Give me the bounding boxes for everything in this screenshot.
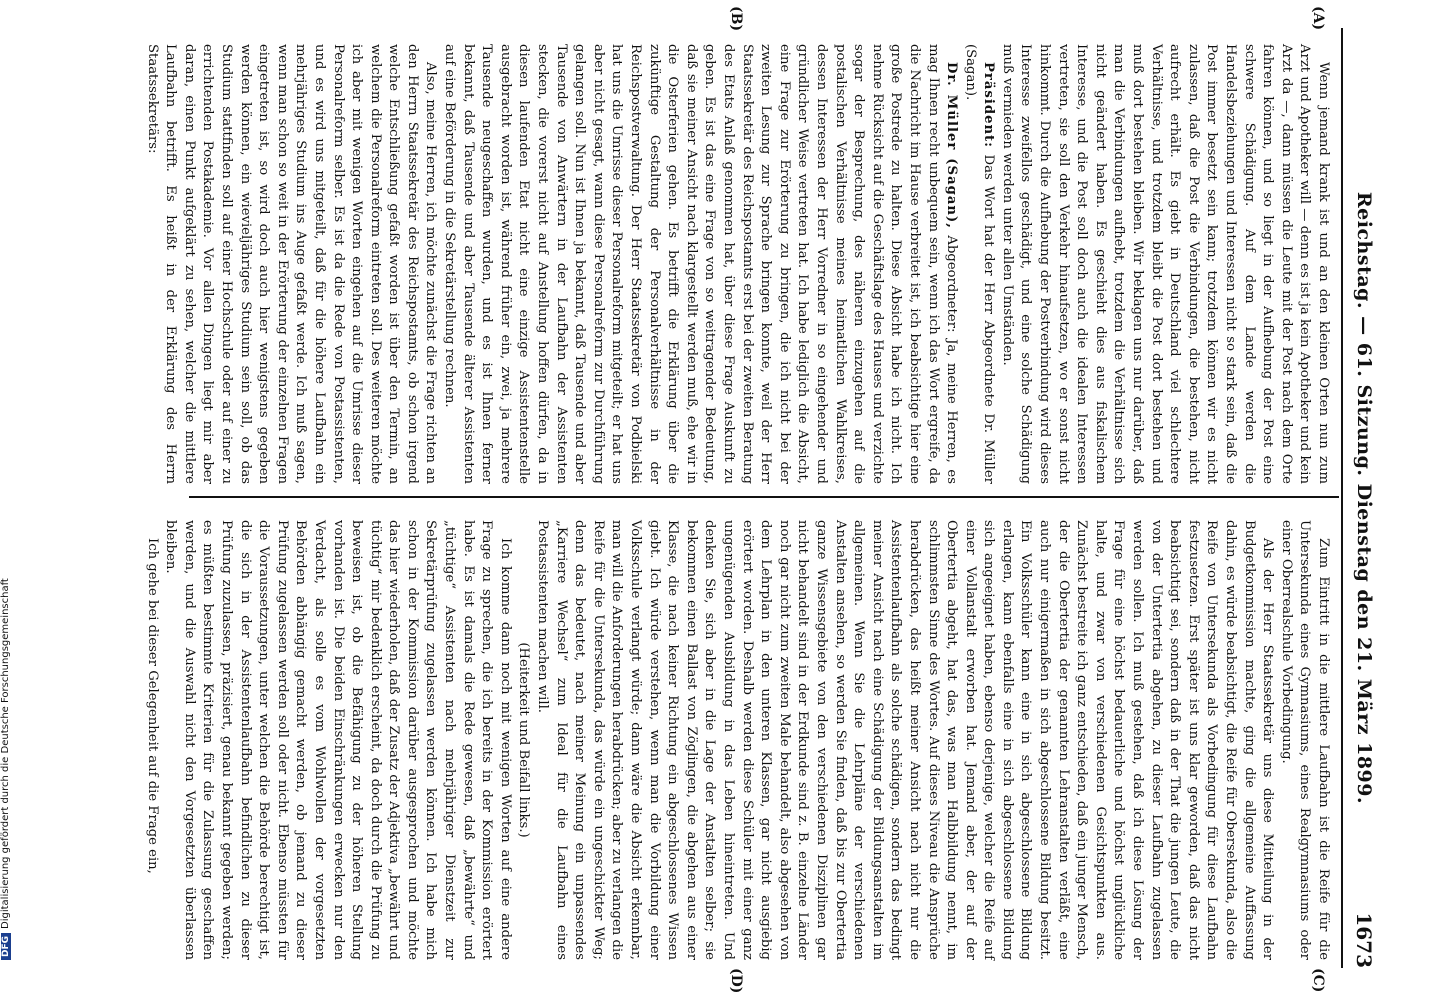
page-header [1344, 28, 1384, 968]
right-column [142, 520, 1332, 960]
speaker-name: Präsident: [981, 62, 997, 149]
speech-text: Abgeordneter: Ja, meine Herren, es mag Ihnen recht unbequem sein, wenn ich das Wort ergreife, da die Nachricht im Hause verbreitet ist, ich beabsichtige hier eine große Postrede zu halten. Diese Absicht habe ich nicht. Ich nehme Rücksicht auf die Geschäftslage des Hauses und verzichte sogar der Besprechung, des näheren einzugehen auf die postalischen Verhältnisse meines heimatlichen Wahlkreises, dessen Interessen der Herr Vorredner in so eingehender und gründlicher Weise vertreten hat. Ich habe lediglich die Absicht, eine Frage zur Erörterung zu bringen, die ich nicht bei der zweiten Lesung zur Sprache bringen konnte, weil der Herr Staatssekretär des Reichspostamts erst bei der zweiten Beratung des Etats Anlaß genommen hat, über diese Frage Auskunft zu geben. Es ist das eine Frage von so weitragender Bedeutung, daß sie meiner Ansicht nach klargestellt werden muß, ehe wir in die Osterferien gehen. Es betrifft die Erklärung über die zukünftige Gestaltung der Personalverhältnisse in der Reichspostverwaltung. Der Herr Staatssekretär von Podbielski hat uns die Umrisse dieser Personalreform mitgeteilt; er hat uns aber nicht gesagt, wann diese Personalreform zur Durchführung gelangen soll. Nun ist Ihnen ja bekannt, daß Tausende und aber Tausende von Anwärtern in der Laufbahn der Assistenten stecken, die vorerst nicht auf Anstellung hoffen dürfen, da in diesen laufenden Etat nicht eine einzige Assistentenstelle ausgebracht worden ist, während früher ein, zwei, ja mehrere Tausende neugeschaffen wurden, und es ist Ihnen ferner bekannt, daß Tausende und aber Tausende älterer Assistenten auf eine Beförderung in die Sekretärstellung rechnen. [442, 44, 960, 485]
dfg-logo: DFG [1, 933, 11, 960]
margin-marker-d: (D) [728, 968, 744, 994]
body-paragraph: Also, meine Herren, ich möchte zunächst die Frage richten an den Herrn Staatssekretär des Reichspostamts, ob schon irgend welche Entschließung gefaßt worden ist über den Termin, an welchem die Personalreform eintreten soll. Des weiteren möchte ich aber mit wenigen Worten eingehen auf die Umrisse dieser Personalreform selber. Es ist da die Rede von Postassistenten, und es wird uns mitgeteilt, daß für die höhere Laufbahn ein mehrjähriges Studium ins Auge gefaßt werde. Ich muß sagen, wenn man schon so weit in der Erörterung der einzelnen Fragen eingetreten ist, so wird doch auch hier wenigstens gegeben werden können, ein wievieljähriges Studium sein soll, ob das Studium stattfinden soll auf einer Hochschule oder auf einer zu errichtenden Postakademie. Vor allen Dingen liegt mir aber daran, einen Punkt aufgeklärt zu sehen, welcher die mittlere Laufbahn betrifft. Es heißt in der Erklärung des Herrn Staatssekretärs: [144, 44, 439, 484]
left-column [142, 44, 1332, 484]
body-paragraph: Ich gehe bei dieser Gelegenheit auf die Frage ein, [144, 538, 160, 874]
speaker-name: Dr. Müller (Sagan), [944, 62, 960, 229]
footer-text: Digitalisierung gefördert durch die Deutsche Forschungsgemeinschaft [0, 578, 11, 929]
quoted-paragraph: Zum Eintritt in die mittlere Laufbahn ist die Reife für die Untersekunda eines Gymnasiums, eines Realgymnasiums oder einer Oberrealschule Vorbedingung. [1278, 520, 1331, 960]
body-paragraph: Als der Herr Staatssekretär uns diese Mitteilung in der Budgetkommission machte, ging die allgemeine Auffassung dahin, es würde beabsichtigt, die Reife für Obersekunda, also die Reife von Untersekunda als Vorbedingung für diese Laufbahn festzusetzen. Erst später ist uns klar geworden, daß das nicht beabsichtigt sei, sondern daß in der That die jungen Leute, die von der Untertertia abgehen, zu dieser Laufbahn zugelassen werden sollen. Ich muß gestehen, daß ich diese Lösung der Frage für eine höchst bedauerliche und höchst unglückliche halte, und zwar von verschiedenen Gesichtspunkten aus. Zunächst bestreite ich ganz entschieden, daß ein junger Mensch, der die Obertertia der genannten Lehranstalten verläßt, eine auch nur einigermaßen in sich abgeschlossene Bildung besitzt. Ein Volksschüler kann eine in sich abgeschlossene Bildung erlangen, kann ebenfalls eine in sich abgeschlossene Bildung sich angeeignet haben, ebenso derjenige, welcher die Reife auf einer Vollanstalt erworben hat. Jemand aber, der auf der Obertertia abgeht, hat das, was man Halbbildung nennt, im schlimmsten Sinne des Wortes. Auf dieses Niveau die Ansprüche herabdrücken, das heißt meiner Ansicht nach nicht nur die Assistentenlaufbahn als solche schädigen, sondern das bedingt meiner Ansicht nach eine Schädigung der Bildungsanstalten im allgemeinen. Wenn Sie die Lehrpläne der verschiedenen Anstalten ansehen, so werden Sie finden, daß bis zur Obertertia ganze Wissensgebiete von den verschiedenen Disziplinen gar nicht behandelt sind in der Erdkunde sind z. B. einzelne Länder noch gar nicht zum zweiten Male behandelt, also abgesehen von dem Lehrplan in den unteren Klassen, gar nicht ausgiebig erörtert worden. Deshalb werden diese Schüler mit einer ganz ungenügenden Ausbildung in das Leben hineintreten. Und denken Sie, sich aber in die Lage der Anstalten selber; sie bekommen einen Ballast von Zöglingen, die abgehen aus einer Klasse, die nach keiner Richtung ein abgeschlossenes Wissen giebt. Ich würde verstehen, wenn man die Vorbildung einer Volksschule verlangt würde; dann wäre die Absicht erkennbar, man will die Anforderungen herabdrücken; aber zu verlangen die Reife für die Untersekunda, das würde ein ungeschickter Weg; denn das bedeutet, nach meiner Meinung ein unpassendes „Karriere Wechsel“ zum Ideal für die Laufbahn eines Postassistenten machen will. [535, 520, 1276, 960]
header-rule [1341, 28, 1343, 968]
body-paragraph: Wenn jemand krank ist und an den kleinen Orten nun zum Arzt und Apotheker will — denn es ist ja kein Apotheker und kein Arzt da —, dann müssen die Leute mit der Post nach dem Orte fahren können, und so liegt in der Aufhebung der Post eine schwere Schädigung. Auf dem Lande werden die Handelsbeziehungen und Interessen nicht so stark sein, daß die Post immer besetzt sein kann; trotzdem können wir es nicht zulassen, daß die Post die Verbindungen, die bestehen, nicht aufrecht erhält. Es giebt in Deutschland viel schlechtere Verhältnisse, und trotzdem bleibt die Post dort bestehen und muß dort bestehen bleiben. Wir beklagen uns nur darüber, daß man die Verbindungen aufhebt, trotzdem die Verhältnisse sich nicht geändert haben. Es geschieht dies aus fiskalischem Interesse, und die Post soll doch auch die idealen Interessen vertreten, sie soll den Verkehr hinaufsetzen, wo er sonst nicht hinkommt. Durch die Aufhebung der Postverbindung wird dieses Interesse zweifellos geschädigt, und eine solche Schädigung muß vermieden werden unter allen Umständen. [999, 44, 1331, 484]
speaker-paragraph [440, 44, 961, 484]
speech-text: Das Wort hat der Herr Abgeordnete Dr. Müller (Sagan). [962, 44, 997, 484]
margin-marker-c: (C) [1310, 968, 1326, 993]
margin-marker-b: (B) [728, 6, 744, 32]
digitization-footer [2, 0, 20, 1000]
speaker-paragraph [960, 44, 997, 484]
body-paragraph: Ich komme dann noch mit wenigen Worten auf eine andere Frage zu sprechen, die ich bereits in der Kommission erörtert habe. Es ist damals die Rede gewesen, daß „bewährte“ und „tüchtige“ Assistenten nach mehrjähriger Dienstzeit zur Sekretärprüfung zugelassen werden können. Ich habe mich schon in der Kommission darüber ausgesprochen und möchte das hier wiederholen, daß der Zusatz der Adjektiva „bewährt und tüchtig“ mir bedenklich erscheint, da doch durch die Prüfung zu beweisen ist, ob die Befähigung zu der höheren Stellung vorhanden ist. Die beiden Einschränkungen erwecken nur den Verdacht, als solle es vom Wohlwollen der vorgesetzten Behörden abhängig gemacht werden, ob jemand zu dieser Prüfung zugelassen werden soll oder nicht. Ebenso müssten für die Voraussetzungen, unter welchen die Behörde berechtigt ist, die sich in der Assistentenlaufbahn befindlichen zu dieser Prüfung zuzulassen, präzisiert, genau bekannt gegeben werden; es müßten bestimmte Kriterien für die Zulassung geschaffen werden, und die Auswahl nicht den Vorgesetzten überlassen bleiben. [163, 520, 513, 960]
column-divider [189, 496, 1339, 498]
stage-direction: (Heiterkeit und Beifall links.) [516, 642, 532, 838]
page-number: 1673 [1352, 912, 1376, 968]
margin-marker-a: (A) [1310, 6, 1326, 31]
header-title: Reichstag. — 61. Sitzung. Dienstag den 21. März 1899. [1353, 191, 1375, 805]
